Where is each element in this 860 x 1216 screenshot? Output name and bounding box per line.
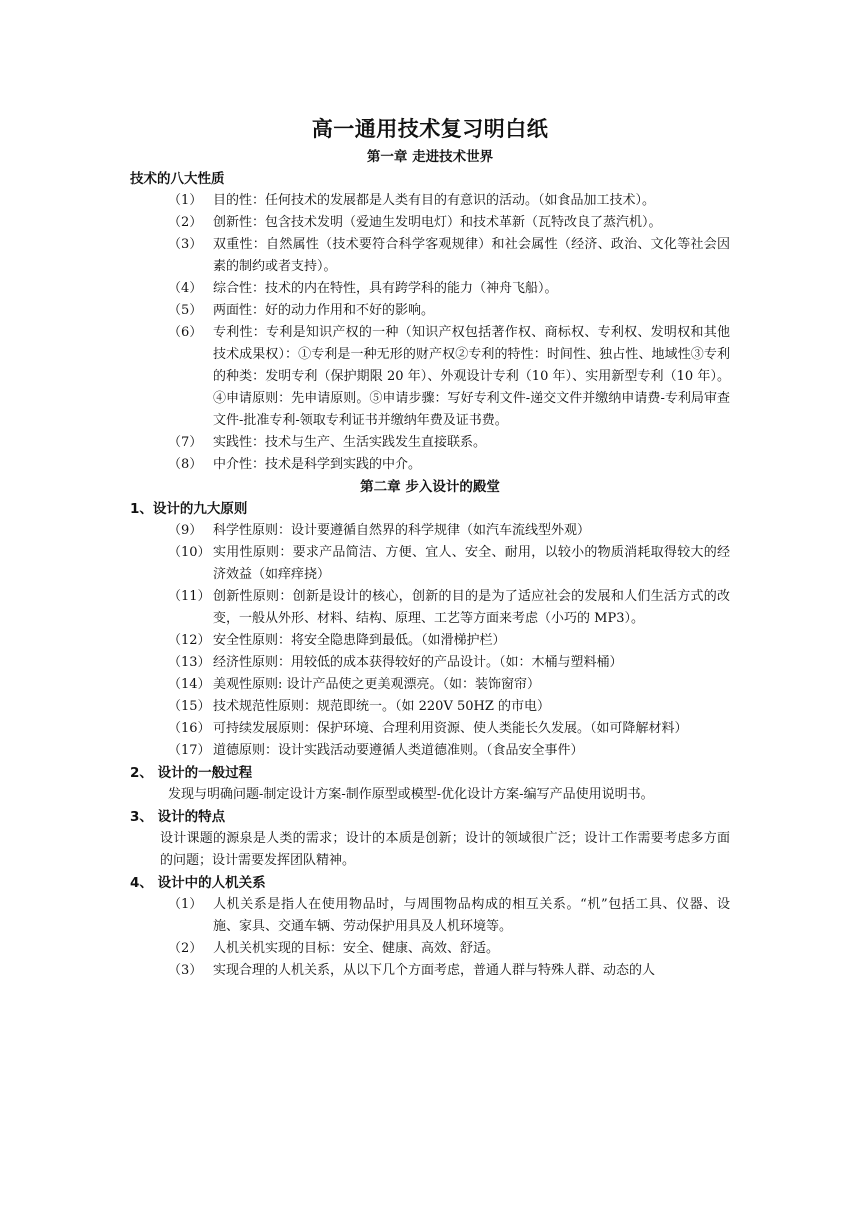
design-process-paragraph: 发现与明确问题-制定设计方案-制作原型或模型-优化设计方案-编写产品使用说明书。: [168, 787, 654, 802]
section-heading-design-principles: 1、设计的九大原则: [130, 501, 248, 517]
item-text: 技术规范性原则：规范即统一。（如 220V 50HZ 的市电）: [213, 699, 551, 714]
item-number: （15）: [168, 699, 211, 714]
list-item: [130, 542, 730, 586]
list-item: [130, 960, 730, 982]
item-text: 双重性：自然属性（技术要符合科学客观规律）和社会属性（经济、政治、文化等社会因素的制约或者支持）。: [213, 237, 730, 274]
item-number: （1）: [168, 897, 203, 912]
item-number: （10）: [168, 545, 211, 560]
section-heading-tech-properties: 技术的八大性质: [130, 171, 225, 187]
item-number: （8）: [168, 457, 203, 472]
item-text: 综合性：技术的内在特性，具有跨学科的能力（神舟飞船）。: [213, 281, 558, 296]
item-number: （16）: [168, 721, 211, 736]
section-heading-human-machine: 4、 设计中的人机关系: [130, 875, 266, 891]
item-number: （1）: [168, 193, 203, 208]
item-number: （5）: [168, 303, 203, 318]
item-number: （12）: [168, 633, 211, 648]
list-item: [130, 432, 730, 454]
item-number: （14）: [168, 677, 211, 692]
list-item: [130, 190, 730, 212]
item-text: 专利性：专利是知识产权的一种（知识产权包括著作权、商标权、专利权、发明权和其他技术成果权）：①专利是一种无形的财产权②专利的特性：时间性、独占性、地域性③专利的种类：发明专利（保护期限 20 年）、外观设计专利（10 年）、实用新型专利（10 年）。④申请原则：先申请原则。⑤申请步骤：写好专利文件-递交文件并缴纳申请费-专利局审查文件-批准专利-领取专利证书并缴纳年费及证书费。: [213, 325, 730, 428]
item-text: 实用性原则：要求产品简洁、方便、宜人、安全、耐用，以较小的物质消耗取得较大的经济效益（如痒痒挠）: [213, 545, 730, 582]
item-number: （6）: [168, 325, 203, 340]
item-text: 两面性：好的动力作用和不好的影响。: [213, 303, 435, 318]
list-item: [130, 894, 730, 938]
item-number: （3）: [168, 237, 203, 252]
item-number: （3）: [168, 963, 203, 978]
section-heading-design-features: 3、 设计的特点: [130, 809, 226, 825]
design-features-paragraph: 设计课题的源泉是人类的需求；设计的本质是创新；设计的领域很广泛；设计工作需要考虑多方面的问题；设计需要发挥团队精神。: [160, 831, 730, 868]
item-text: 科学性原则：设计要遵循自然界的科学规律（如汽车流线型外观）: [213, 523, 591, 538]
list-item: [130, 740, 730, 762]
list-item: [130, 652, 730, 674]
list-item: [130, 234, 730, 278]
item-text: 美观性原则: 设计产品使之更美观漂亮。（如：装饰窗帘）: [213, 677, 541, 692]
item-text: 创新性：包含技术发明（爱迪生发明电灯）和技术革新（瓦特改良了蒸汽机）。: [213, 215, 662, 230]
list-item: [130, 322, 730, 432]
item-text: 人机关机实现的目标：安全、健康、高效、舒适。: [213, 941, 500, 956]
item-number: （2）: [168, 215, 203, 230]
list-item: [130, 718, 730, 740]
list-item: [130, 586, 730, 630]
item-number: （2）: [168, 941, 203, 956]
list-item: [130, 278, 730, 300]
list-item: [130, 212, 730, 234]
list-item: [130, 520, 730, 542]
document-content: [130, 112, 730, 982]
list-item: [130, 938, 730, 960]
item-text: 人机关系是指人在使用物品时，与周围物品构成的相互关系。“机”包括工具、仪器、设施、家具、交通车辆、劳动保护用具及人机环境等。: [213, 897, 730, 934]
item-number: （9）: [168, 523, 203, 538]
item-text: 道德原则：设计实践活动要遵循人类道德准则。（食品安全事件）: [213, 743, 584, 758]
item-text: 中介性：技术是科学到实践的中介。: [213, 457, 422, 472]
section-heading-design-process: 2、 设计的一般过程: [130, 765, 253, 781]
item-number: （7）: [168, 435, 203, 450]
item-number: （13）: [168, 655, 211, 670]
page-title: 高一通用技术复习明白纸: [311, 117, 549, 141]
item-text: 实现合理的人机关系，从以下几个方面考虑，普通人群与特殊人群、动态的人: [213, 963, 656, 978]
item-text: 创新性原则：创新是设计的核心，创新的目的是为了适应社会的发展和人们生活方式的改变，一般从外形、材料、结构、原理、工艺等方面来考虑（小巧的 MP3）。: [213, 589, 730, 626]
item-text: 安全性原则：将安全隐患降到最低。（如滑梯护栏）: [213, 633, 506, 648]
item-number: （17）: [168, 743, 211, 758]
item-number: （11）: [168, 589, 211, 604]
item-text: 经济性原则：用较低的成本获得较好的产品设计。（如：木桶与塑料桶）: [213, 655, 623, 670]
design-principles-list: [130, 520, 730, 762]
item-text: 实践性：技术与生产、生活实践发生直接联系。: [213, 435, 487, 450]
tech-properties-list: [130, 190, 730, 476]
list-item: [130, 454, 730, 476]
list-item: [130, 696, 730, 718]
chapter-2-title: 第二章 步入设计的殿堂: [360, 479, 500, 495]
human-machine-list: [130, 894, 730, 982]
list-item: [130, 630, 730, 652]
list-item: [130, 674, 730, 696]
item-text: 目的性：任何技术的发展都是人类有目的有意识的活动。（如食品加工技术）。: [213, 193, 656, 208]
chapter-1-title: 第一章 走进技术世界: [366, 149, 494, 165]
item-text: 可持续发展原则：保护环境、合理利用资源、使人类能长久发展。（如可降解材料）: [213, 721, 688, 736]
item-number: （4）: [168, 281, 203, 296]
list-item: [130, 300, 730, 322]
